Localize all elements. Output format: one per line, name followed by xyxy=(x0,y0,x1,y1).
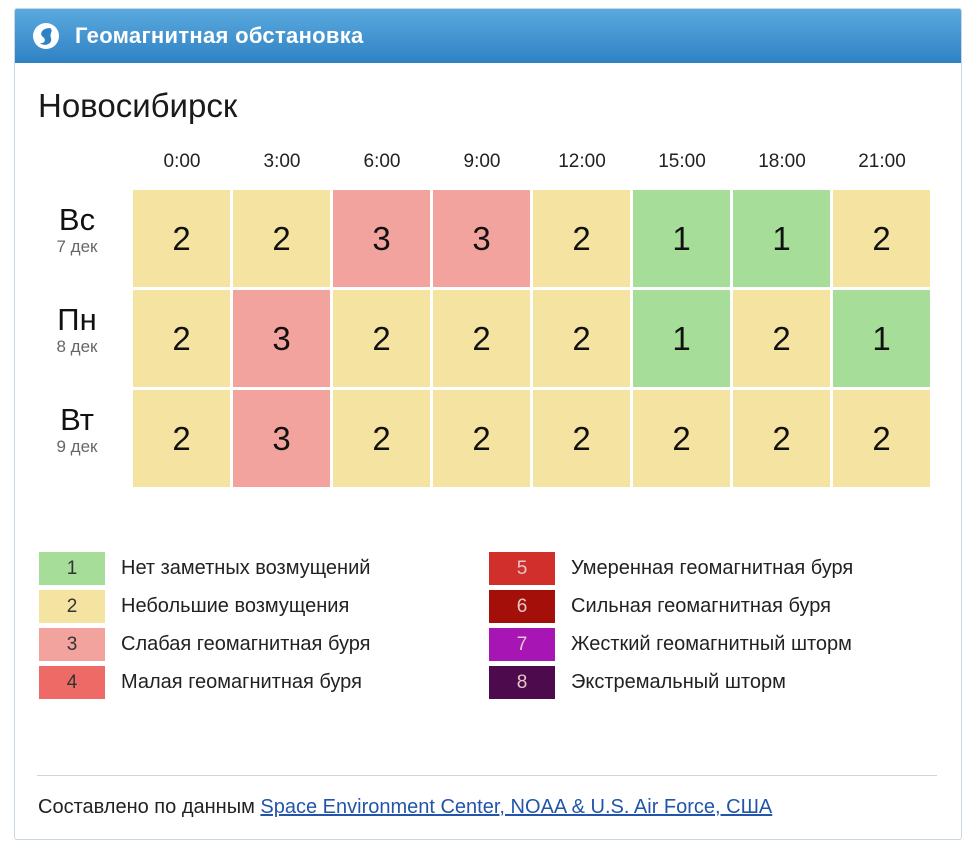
forecast-cell: 2 xyxy=(433,290,530,387)
day-name: Вс xyxy=(58,202,96,237)
legend-swatch: 2 xyxy=(39,590,105,623)
source-link[interactable]: Space Environment Center, NOAA & U.S. Air Force, США xyxy=(260,796,773,818)
legend-swatch: 6 xyxy=(489,590,555,623)
day-label xyxy=(37,303,117,357)
legend-swatch: 5 xyxy=(489,552,555,585)
divider xyxy=(37,775,937,776)
forecast-cell: 2 xyxy=(533,390,630,487)
widget-title: Геомагнитная обстановка xyxy=(75,23,364,48)
forecast-cell: 1 xyxy=(833,290,930,387)
forecast-cell: 2 xyxy=(133,390,230,487)
forecast-cell: 2 xyxy=(133,290,230,387)
swirl-logo-icon xyxy=(32,22,60,50)
forecast-cell: 2 xyxy=(433,390,530,487)
forecast-cell: 2 xyxy=(533,290,630,387)
legend-label: Умеренная геомагнитная буря xyxy=(571,557,854,579)
forecast-cell: 2 xyxy=(333,390,430,487)
forecast-cell: 2 xyxy=(233,190,330,287)
legend-swatch: 8 xyxy=(489,666,555,699)
forecast-cell: 2 xyxy=(333,290,430,387)
forecast-cell: 3 xyxy=(233,390,330,487)
time-header: 6:00 xyxy=(363,151,401,172)
day-name: Пн xyxy=(57,302,97,337)
footer-source xyxy=(38,796,772,819)
forecast-cell: 2 xyxy=(833,390,930,487)
legend-label: Сильная геомагнитная буря xyxy=(571,595,831,617)
legend-swatch: 4 xyxy=(39,666,105,699)
legend-label: Жесткий геомагнитный шторм xyxy=(571,633,852,655)
forecast-cell: 2 xyxy=(133,190,230,287)
forecast-cell: 2 xyxy=(633,390,730,487)
legend-label: Небольшие возмущения xyxy=(121,595,350,617)
time-header: 0:00 xyxy=(163,151,201,172)
forecast-cell: 3 xyxy=(233,290,330,387)
day-date: 7 дек xyxy=(56,237,98,256)
footer-prefix: Составлено по данным xyxy=(38,796,261,818)
forecast-cell: 1 xyxy=(633,290,730,387)
time-header: 12:00 xyxy=(558,151,606,172)
forecast-cell: 3 xyxy=(433,190,530,287)
legend-label: Экстремальный шторм xyxy=(571,671,786,693)
legend-label: Слабая геомагнитная буря xyxy=(121,633,371,655)
forecast-cell: 3 xyxy=(333,190,430,287)
forecast-cell: 2 xyxy=(733,290,830,387)
forecast-cell: 2 xyxy=(833,190,930,287)
day-label xyxy=(37,203,117,257)
legend-swatch: 7 xyxy=(489,628,555,661)
day-label xyxy=(37,403,117,457)
legend-swatch: 3 xyxy=(39,628,105,661)
forecast-cell: 2 xyxy=(533,190,630,287)
city-name: Новосибирск xyxy=(38,87,238,124)
day-date: 8 дек xyxy=(56,337,98,356)
time-header: 15:00 xyxy=(658,151,706,172)
widget-header xyxy=(15,9,961,63)
forecast-cell: 2 xyxy=(733,390,830,487)
legend-label: Малая геомагнитная буря xyxy=(121,671,362,693)
legend-label: Нет заметных возмущений xyxy=(121,557,371,579)
time-header: 3:00 xyxy=(263,151,301,172)
time-header: 9:00 xyxy=(463,151,501,172)
geomagnetic-widget xyxy=(14,8,962,840)
time-header: 18:00 xyxy=(758,151,806,172)
day-name: Вт xyxy=(60,402,94,437)
time-header: 21:00 xyxy=(858,151,906,172)
forecast-cell: 1 xyxy=(733,190,830,287)
legend-swatch: 1 xyxy=(39,552,105,585)
day-date: 9 дек xyxy=(56,437,98,456)
forecast-cell: 1 xyxy=(633,190,730,287)
